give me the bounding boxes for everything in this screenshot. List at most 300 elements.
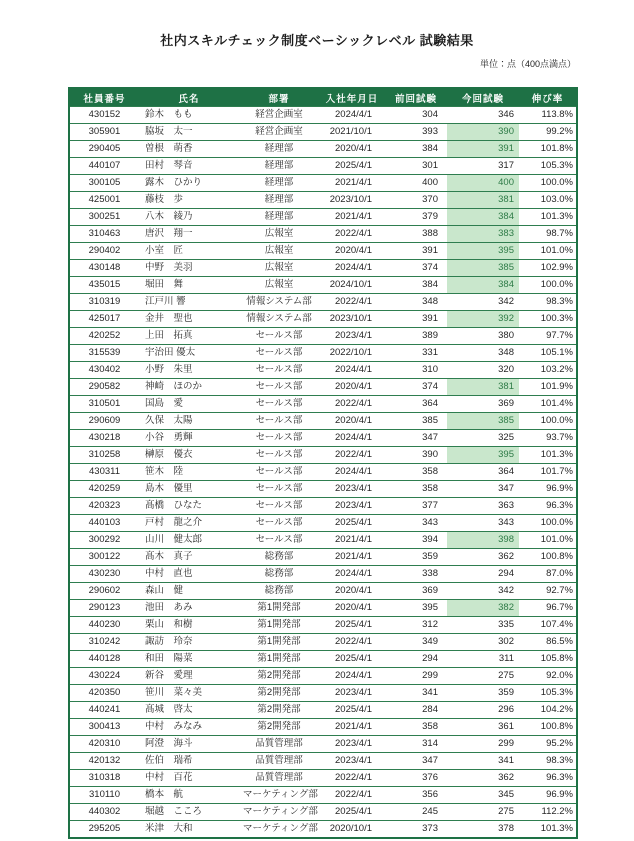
cell-curr_score: 380 [447, 328, 519, 345]
table-row [69, 515, 577, 532]
cell-emp_id: 310242 [69, 634, 139, 651]
cell-hire_date: 2020/4/1 [319, 413, 385, 430]
cell-dept: セールス部 [239, 481, 319, 498]
cell-prev_score: 358 [385, 464, 447, 481]
cell-prev_score: 349 [385, 634, 447, 651]
table-row [69, 260, 577, 277]
table-row [69, 277, 577, 294]
cell-prev_score: 358 [385, 719, 447, 736]
cell-curr_score: 347 [447, 481, 519, 498]
cell-prev_score: 379 [385, 209, 447, 226]
cell-emp_id: 425017 [69, 311, 139, 328]
cell-prev_score: 384 [385, 141, 447, 158]
cell-growth_rate: 101.3% [519, 447, 577, 464]
cell-dept: マーケティング部 [239, 787, 319, 804]
table-row [69, 379, 577, 396]
cell-growth_rate: 101.9% [519, 379, 577, 396]
column-header-dept: 部署 [239, 88, 319, 107]
cell-emp_id: 300105 [69, 175, 139, 192]
cell-name: 山川 健太郎 [139, 532, 239, 549]
cell-curr_score: 385 [447, 260, 519, 277]
cell-hire_date: 2022/10/1 [319, 345, 385, 362]
cell-dept: セールス部 [239, 430, 319, 447]
cell-dept: セールス部 [239, 464, 319, 481]
cell-curr_score: 381 [447, 192, 519, 209]
cell-name: 堀越 こころ [139, 804, 239, 821]
cell-dept: 経理部 [239, 141, 319, 158]
cell-prev_score: 347 [385, 753, 447, 770]
table-row [69, 175, 577, 192]
cell-hire_date: 2022/4/1 [319, 226, 385, 243]
cell-name: 髙木 真子 [139, 549, 239, 566]
cell-name: 和田 陽菜 [139, 651, 239, 668]
cell-emp_id: 305901 [69, 124, 139, 141]
cell-emp_id: 440107 [69, 158, 139, 175]
cell-emp_id: 310319 [69, 294, 139, 311]
cell-dept: 総務部 [239, 549, 319, 566]
cell-name: 池田 あみ [139, 600, 239, 617]
cell-growth_rate: 105.1% [519, 345, 577, 362]
cell-emp_id: 290402 [69, 243, 139, 260]
cell-dept: 第1開発部 [239, 600, 319, 617]
cell-curr_score: 362 [447, 770, 519, 787]
table-row [69, 532, 577, 549]
cell-dept: セールス部 [239, 396, 319, 413]
header-row [69, 88, 577, 107]
cell-name: 小野 朱里 [139, 362, 239, 379]
cell-dept: 第2開発部 [239, 719, 319, 736]
cell-hire_date: 2020/4/1 [319, 379, 385, 396]
cell-curr_score: 335 [447, 617, 519, 634]
cell-dept: 総務部 [239, 583, 319, 600]
cell-prev_score: 377 [385, 498, 447, 515]
cell-hire_date: 2024/4/1 [319, 464, 385, 481]
cell-emp_id: 430230 [69, 566, 139, 583]
cell-name: 中村 百花 [139, 770, 239, 787]
cell-hire_date: 2021/4/1 [319, 719, 385, 736]
cell-dept: 第2開発部 [239, 702, 319, 719]
table-row [69, 158, 577, 175]
cell-prev_score: 356 [385, 787, 447, 804]
cell-hire_date: 2024/10/1 [319, 277, 385, 294]
table-row [69, 226, 577, 243]
cell-emp_id: 435015 [69, 277, 139, 294]
cell-name: 露木 ひかり [139, 175, 239, 192]
cell-curr_score: 296 [447, 702, 519, 719]
cell-growth_rate: 98.3% [519, 294, 577, 311]
cell-prev_score: 400 [385, 175, 447, 192]
cell-curr_score: 390 [447, 124, 519, 141]
cell-growth_rate: 92.7% [519, 583, 577, 600]
table-row [69, 668, 577, 685]
cell-hire_date: 2023/4/1 [319, 685, 385, 702]
cell-emp_id: 300251 [69, 209, 139, 226]
cell-dept: セールス部 [239, 379, 319, 396]
cell-emp_id: 310110 [69, 787, 139, 804]
cell-name: 中村 みなみ [139, 719, 239, 736]
cell-emp_id: 290582 [69, 379, 139, 396]
cell-emp_id: 315539 [69, 345, 139, 362]
table-header [69, 88, 577, 107]
cell-growth_rate: 101.0% [519, 243, 577, 260]
cell-name: 戸村 龍之介 [139, 515, 239, 532]
cell-hire_date: 2021/4/1 [319, 532, 385, 549]
cell-dept: セールス部 [239, 413, 319, 430]
cell-emp_id: 420323 [69, 498, 139, 515]
cell-growth_rate: 107.4% [519, 617, 577, 634]
cell-growth_rate: 100.0% [519, 413, 577, 430]
cell-prev_score: 294 [385, 651, 447, 668]
cell-hire_date: 2025/4/1 [319, 158, 385, 175]
cell-dept: 情報システム部 [239, 311, 319, 328]
cell-emp_id: 440230 [69, 617, 139, 634]
cell-curr_score: 346 [447, 107, 519, 124]
cell-emp_id: 290609 [69, 413, 139, 430]
table-row [69, 447, 577, 464]
cell-dept: セールス部 [239, 532, 319, 549]
cell-hire_date: 2020/4/1 [319, 600, 385, 617]
cell-hire_date: 2022/4/1 [319, 634, 385, 651]
cell-curr_score: 320 [447, 362, 519, 379]
cell-hire_date: 2022/4/1 [319, 396, 385, 413]
cell-hire_date: 2021/4/1 [319, 549, 385, 566]
cell-curr_score: 384 [447, 277, 519, 294]
cell-dept: 総務部 [239, 566, 319, 583]
cell-name: 久保 太陽 [139, 413, 239, 430]
cell-curr_score: 275 [447, 668, 519, 685]
cell-curr_score: 392 [447, 311, 519, 328]
cell-curr_score: 361 [447, 719, 519, 736]
table-row [69, 481, 577, 498]
cell-prev_score: 391 [385, 311, 447, 328]
cell-hire_date: 2022/4/1 [319, 447, 385, 464]
cell-growth_rate: 105.3% [519, 685, 577, 702]
cell-emp_id: 430224 [69, 668, 139, 685]
cell-prev_score: 394 [385, 532, 447, 549]
cell-growth_rate: 101.8% [519, 141, 577, 158]
cell-emp_id: 310501 [69, 396, 139, 413]
table-row [69, 821, 577, 839]
cell-prev_score: 364 [385, 396, 447, 413]
cell-emp_id: 420350 [69, 685, 139, 702]
table-body [69, 107, 577, 839]
cell-emp_id: 300292 [69, 532, 139, 549]
table-row [69, 294, 577, 311]
cell-curr_score: 364 [447, 464, 519, 481]
cell-dept: 広報室 [239, 243, 319, 260]
cell-curr_score: 363 [447, 498, 519, 515]
cell-prev_score: 391 [385, 243, 447, 260]
cell-curr_score: 400 [447, 175, 519, 192]
cell-prev_score: 389 [385, 328, 447, 345]
cell-prev_score: 347 [385, 430, 447, 447]
cell-dept: 広報室 [239, 260, 319, 277]
table-row [69, 498, 577, 515]
table-row [69, 464, 577, 481]
cell-dept: 品質管理部 [239, 770, 319, 787]
cell-dept: 第1開発部 [239, 651, 319, 668]
table-row [69, 192, 577, 209]
cell-dept: 第2開発部 [239, 668, 319, 685]
cell-emp_id: 420132 [69, 753, 139, 770]
cell-prev_score: 374 [385, 379, 447, 396]
cell-hire_date: 2021/10/1 [319, 124, 385, 141]
cell-dept: 経営企画室 [239, 107, 319, 124]
cell-hire_date: 2025/4/1 [319, 651, 385, 668]
cell-name: 橋本 航 [139, 787, 239, 804]
cell-name: 江戸川 響 [139, 294, 239, 311]
cell-growth_rate: 100.8% [519, 549, 577, 566]
cell-growth_rate: 102.9% [519, 260, 577, 277]
cell-growth_rate: 95.2% [519, 736, 577, 753]
column-header-curr_score: 今回試験 [447, 88, 519, 107]
cell-prev_score: 348 [385, 294, 447, 311]
cell-growth_rate: 112.2% [519, 804, 577, 821]
column-header-prev_score: 前回試験 [385, 88, 447, 107]
table-row [69, 124, 577, 141]
cell-emp_id: 440103 [69, 515, 139, 532]
cell-hire_date: 2024/4/1 [319, 566, 385, 583]
cell-emp_id: 290405 [69, 141, 139, 158]
cell-hire_date: 2023/4/1 [319, 736, 385, 753]
cell-prev_score: 314 [385, 736, 447, 753]
cell-name: 笹川 菜々美 [139, 685, 239, 702]
cell-curr_score: 345 [447, 787, 519, 804]
cell-curr_score: 378 [447, 821, 519, 839]
cell-growth_rate: 105.8% [519, 651, 577, 668]
cell-growth_rate: 104.2% [519, 702, 577, 719]
cell-curr_score: 391 [447, 141, 519, 158]
cell-growth_rate: 93.7% [519, 430, 577, 447]
cell-hire_date: 2023/4/1 [319, 498, 385, 515]
cell-dept: 経理部 [239, 192, 319, 209]
cell-growth_rate: 86.5% [519, 634, 577, 651]
column-header-growth_rate: 伸び率 [519, 88, 577, 107]
cell-hire_date: 2021/4/1 [319, 209, 385, 226]
cell-name: 小室 匠 [139, 243, 239, 260]
table-row [69, 345, 577, 362]
cell-hire_date: 2020/10/1 [319, 821, 385, 839]
cell-emp_id: 310463 [69, 226, 139, 243]
cell-growth_rate: 92.0% [519, 668, 577, 685]
cell-growth_rate: 100.3% [519, 311, 577, 328]
cell-hire_date: 2024/4/1 [319, 430, 385, 447]
cell-growth_rate: 101.4% [519, 396, 577, 413]
cell-curr_score: 341 [447, 753, 519, 770]
cell-dept: セールス部 [239, 515, 319, 532]
cell-hire_date: 2025/4/1 [319, 804, 385, 821]
cell-growth_rate: 100.0% [519, 277, 577, 294]
cell-dept: セールス部 [239, 328, 319, 345]
cell-curr_score: 383 [447, 226, 519, 243]
cell-name: 佐伯 瑞希 [139, 753, 239, 770]
cell-name: 諏訪 玲奈 [139, 634, 239, 651]
cell-growth_rate: 100.0% [519, 515, 577, 532]
cell-dept: 第1開発部 [239, 634, 319, 651]
results-table-container [68, 87, 576, 839]
cell-name: 森山 健 [139, 583, 239, 600]
column-header-emp_id: 社員番号 [69, 88, 139, 107]
table-row [69, 651, 577, 668]
cell-hire_date: 2023/4/1 [319, 328, 385, 345]
cell-name: 藤枝 歩 [139, 192, 239, 209]
cell-emp_id: 310258 [69, 447, 139, 464]
cell-emp_id: 420252 [69, 328, 139, 345]
table-row [69, 770, 577, 787]
cell-curr_score: 381 [447, 379, 519, 396]
cell-emp_id: 290602 [69, 583, 139, 600]
cell-name: 小谷 勇輝 [139, 430, 239, 447]
table-row [69, 566, 577, 583]
cell-dept: 第1開発部 [239, 617, 319, 634]
cell-name: 国島 愛 [139, 396, 239, 413]
cell-dept: 経理部 [239, 158, 319, 175]
cell-curr_score: 342 [447, 294, 519, 311]
cell-emp_id: 300413 [69, 719, 139, 736]
table-row [69, 634, 577, 651]
table-row [69, 141, 577, 158]
cell-growth_rate: 101.7% [519, 464, 577, 481]
cell-name: 髙橋 ひなた [139, 498, 239, 515]
cell-emp_id: 420259 [69, 481, 139, 498]
cell-prev_score: 359 [385, 549, 447, 566]
cell-emp_id: 440241 [69, 702, 139, 719]
cell-dept: マーケティング部 [239, 804, 319, 821]
cell-curr_score: 382 [447, 600, 519, 617]
table-row [69, 396, 577, 413]
cell-dept: 品質管理部 [239, 736, 319, 753]
cell-prev_score: 304 [385, 107, 447, 124]
cell-growth_rate: 87.0% [519, 566, 577, 583]
table-row [69, 804, 577, 821]
cell-dept: セールス部 [239, 362, 319, 379]
table-row [69, 328, 577, 345]
cell-hire_date: 2024/4/1 [319, 107, 385, 124]
table-row [69, 685, 577, 702]
cell-hire_date: 2022/4/1 [319, 770, 385, 787]
cell-growth_rate: 96.3% [519, 498, 577, 515]
cell-prev_score: 299 [385, 668, 447, 685]
cell-growth_rate: 99.2% [519, 124, 577, 141]
cell-emp_id: 310318 [69, 770, 139, 787]
cell-prev_score: 343 [385, 515, 447, 532]
cell-hire_date: 2024/4/1 [319, 362, 385, 379]
cell-hire_date: 2022/4/1 [319, 787, 385, 804]
cell-prev_score: 373 [385, 821, 447, 839]
cell-dept: 品質管理部 [239, 753, 319, 770]
cell-name: 新谷 愛理 [139, 668, 239, 685]
cell-name: 中野 美羽 [139, 260, 239, 277]
cell-prev_score: 395 [385, 600, 447, 617]
cell-growth_rate: 96.9% [519, 481, 577, 498]
cell-growth_rate: 96.9% [519, 787, 577, 804]
table-row [69, 430, 577, 447]
cell-curr_score: 395 [447, 447, 519, 464]
cell-curr_score: 348 [447, 345, 519, 362]
column-header-hire_date: 入社年月日 [319, 88, 385, 107]
cell-prev_score: 385 [385, 413, 447, 430]
cell-name: 八木 綾乃 [139, 209, 239, 226]
table-row [69, 787, 577, 804]
cell-hire_date: 2020/4/1 [319, 141, 385, 158]
cell-prev_score: 338 [385, 566, 447, 583]
table-row [69, 311, 577, 328]
cell-curr_score: 342 [447, 583, 519, 600]
cell-name: 鈴木 もも [139, 107, 239, 124]
cell-prev_score: 245 [385, 804, 447, 821]
cell-name: 田村 琴音 [139, 158, 239, 175]
cell-dept: マーケティング部 [239, 821, 319, 839]
cell-hire_date: 2023/4/1 [319, 481, 385, 498]
cell-growth_rate: 101.3% [519, 821, 577, 839]
cell-hire_date: 2025/4/1 [319, 617, 385, 634]
cell-name: 脇坂 太一 [139, 124, 239, 141]
cell-emp_id: 300122 [69, 549, 139, 566]
cell-growth_rate: 103.0% [519, 192, 577, 209]
cell-hire_date: 2024/4/1 [319, 668, 385, 685]
cell-name: 榊原 優衣 [139, 447, 239, 464]
cell-prev_score: 390 [385, 447, 447, 464]
cell-growth_rate: 103.2% [519, 362, 577, 379]
cell-hire_date: 2023/10/1 [319, 192, 385, 209]
cell-hire_date: 2025/4/1 [319, 515, 385, 532]
page-title: 社内スキルチェック制度ベーシックレベル 試験結果 [160, 33, 474, 48]
cell-hire_date: 2025/4/1 [319, 702, 385, 719]
table-row [69, 702, 577, 719]
cell-growth_rate: 100.0% [519, 175, 577, 192]
cell-emp_id: 420310 [69, 736, 139, 753]
cell-emp_id: 440128 [69, 651, 139, 668]
cell-hire_date: 2021/4/1 [319, 175, 385, 192]
cell-curr_score: 317 [447, 158, 519, 175]
table-row [69, 209, 577, 226]
column-header-name: 氏名 [139, 88, 239, 107]
cell-name: 中村 直也 [139, 566, 239, 583]
cell-dept: 広報室 [239, 226, 319, 243]
cell-prev_score: 301 [385, 158, 447, 175]
cell-name: 上田 拓真 [139, 328, 239, 345]
cell-growth_rate: 113.8% [519, 107, 577, 124]
cell-growth_rate: 100.8% [519, 719, 577, 736]
cell-dept: 経営企画室 [239, 124, 319, 141]
cell-name: 金井 聖也 [139, 311, 239, 328]
table-row [69, 583, 577, 600]
cell-emp_id: 295205 [69, 821, 139, 839]
cell-curr_score: 299 [447, 736, 519, 753]
cell-dept: 情報システム部 [239, 294, 319, 311]
cell-dept: 広報室 [239, 277, 319, 294]
table-row [69, 413, 577, 430]
table-row [69, 549, 577, 566]
cell-prev_score: 388 [385, 226, 447, 243]
cell-name: 髙城 啓太 [139, 702, 239, 719]
cell-dept: 第2開発部 [239, 685, 319, 702]
cell-dept: 経理部 [239, 209, 319, 226]
cell-prev_score: 370 [385, 192, 447, 209]
cell-name: 島木 優里 [139, 481, 239, 498]
cell-hire_date: 2020/4/1 [319, 583, 385, 600]
cell-growth_rate: 96.7% [519, 600, 577, 617]
cell-growth_rate: 101.0% [519, 532, 577, 549]
cell-prev_score: 358 [385, 481, 447, 498]
cell-prev_score: 341 [385, 685, 447, 702]
table-row [69, 719, 577, 736]
cell-emp_id: 440302 [69, 804, 139, 821]
cell-name: 曽根 萌香 [139, 141, 239, 158]
table-row [69, 600, 577, 617]
cell-prev_score: 331 [385, 345, 447, 362]
cell-prev_score: 310 [385, 362, 447, 379]
